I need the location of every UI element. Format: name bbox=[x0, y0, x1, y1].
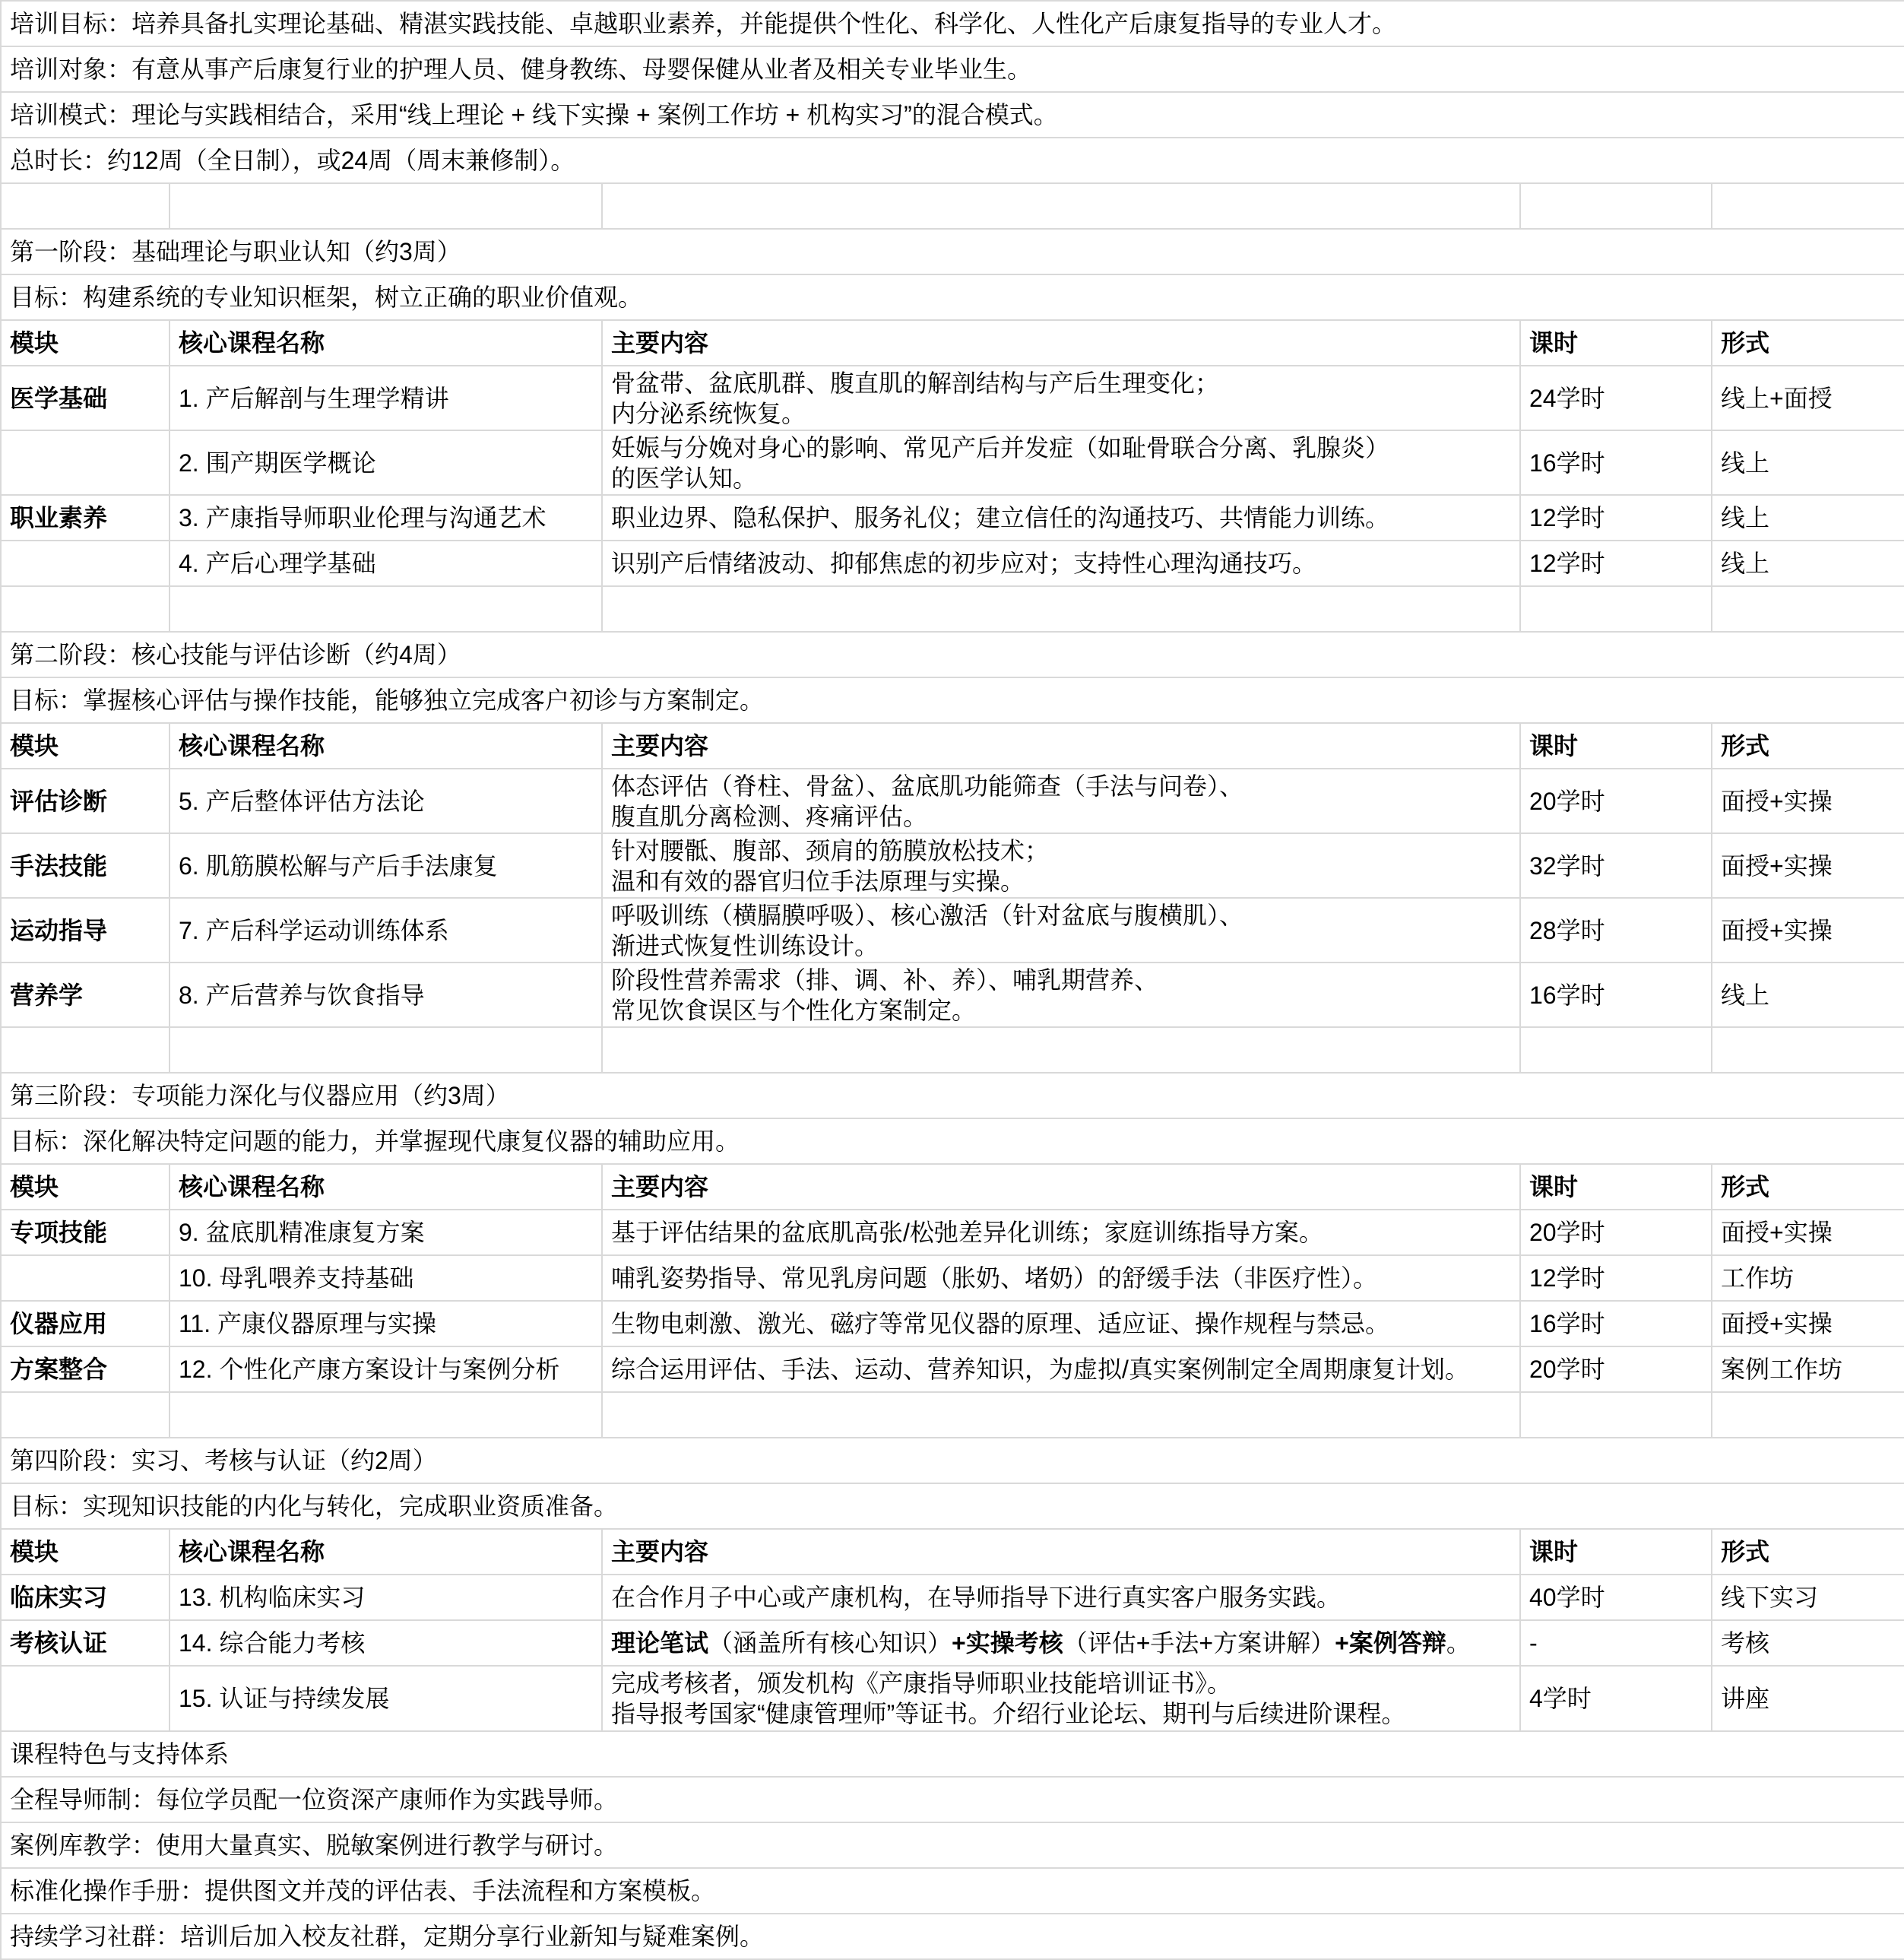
content-line: 常见饮食误区与个性化方案制定。 bbox=[611, 996, 977, 1024]
hours-cell[interactable]: 24学时 bbox=[1520, 366, 1712, 430]
stage-title-cell[interactable]: 第四阶段：实习、考核与认证（约2周） bbox=[1, 1438, 1904, 1483]
content-bold-segment: +实操考核 bbox=[952, 1629, 1063, 1657]
hours-cell[interactable]: 4学时 bbox=[1520, 1666, 1712, 1731]
course-cell[interactable]: 5. 产后整体评估方法论 bbox=[169, 769, 602, 833]
stage-title-row bbox=[1, 632, 1904, 677]
module-cell[interactable]: 临床实习 bbox=[1, 1575, 169, 1620]
table-row bbox=[1, 1301, 1904, 1346]
format-cell[interactable]: 面授+实操 bbox=[1712, 769, 1904, 833]
header-hours-cell[interactable]: 课时 bbox=[1520, 320, 1712, 366]
format-cell[interactable]: 面授+实操 bbox=[1712, 1301, 1904, 1346]
stage-goal-cell[interactable]: 目标：实现知识技能的内化与转化，完成职业资质准备。 bbox=[1, 1483, 1904, 1529]
course-cell[interactable]: 9. 盆底肌精准康复方案 bbox=[169, 1210, 602, 1255]
header-format-cell[interactable]: 形式 bbox=[1712, 1164, 1904, 1210]
table-row bbox=[1, 366, 1904, 430]
module-cell[interactable] bbox=[1, 541, 169, 586]
stage-goal-cell[interactable]: 目标：掌握核心评估与操作技能，能够独立完成客户初诊与方案制定。 bbox=[1, 677, 1904, 723]
format-cell[interactable]: 线下实习 bbox=[1712, 1575, 1904, 1620]
header-hours-cell[interactable]: 课时 bbox=[1520, 723, 1712, 769]
table-header-row bbox=[1, 1164, 1904, 1210]
header-content-cell[interactable]: 主要内容 bbox=[602, 320, 1520, 366]
format-cell[interactable]: 讲座 bbox=[1712, 1666, 1904, 1731]
stage-goal-row bbox=[1, 1483, 1904, 1529]
header-course-cell[interactable]: 核心课程名称 bbox=[169, 320, 602, 366]
empty-cell[interactable] bbox=[1, 1392, 169, 1438]
header-module-cell[interactable]: 模块 bbox=[1, 1529, 169, 1575]
table-row bbox=[1, 898, 1904, 963]
hours-cell[interactable]: 40学时 bbox=[1520, 1575, 1712, 1620]
hours-cell[interactable]: 20学时 bbox=[1520, 1210, 1712, 1255]
course-cell[interactable]: 11. 产康仪器原理与实操 bbox=[169, 1301, 602, 1346]
empty-cell[interactable] bbox=[1520, 183, 1712, 229]
module-cell[interactable] bbox=[1, 1255, 169, 1301]
content-cell[interactable]: 在合作月子中心或产康机构，在导师指导下进行真实客户服务实践。 bbox=[602, 1575, 1520, 1620]
course-cell[interactable]: 7. 产后科学运动训练体系 bbox=[169, 898, 602, 963]
header-module-cell[interactable]: 模块 bbox=[1, 723, 169, 769]
stage-title-row bbox=[1, 229, 1904, 274]
features-row bbox=[1, 1777, 1904, 1822]
table-row bbox=[1, 1210, 1904, 1255]
course-cell[interactable]: 14. 综合能力考核 bbox=[169, 1620, 602, 1666]
format-cell[interactable]: 线上 bbox=[1712, 495, 1904, 541]
empty-cell[interactable] bbox=[169, 183, 602, 229]
content-cell[interactable]: 生物电刺激、激光、磁疗等常见仪器的原理、适应证、操作规程与禁忌。 bbox=[602, 1301, 1520, 1346]
header-format-cell[interactable]: 形式 bbox=[1712, 723, 1904, 769]
module-cell[interactable] bbox=[1, 430, 169, 495]
content-line: 体态评估（脊柱、骨盆）、盆底肌功能筛查（手法与问卷）、 bbox=[611, 772, 1244, 800]
empty-cell[interactable] bbox=[1712, 586, 1904, 632]
course-cell[interactable]: 1. 产后解剖与生理学精讲 bbox=[169, 366, 602, 430]
table-row bbox=[1, 1666, 1904, 1731]
empty-cell[interactable] bbox=[1, 1027, 169, 1073]
empty-cell[interactable] bbox=[169, 586, 602, 632]
table-row bbox=[1, 833, 1904, 898]
content-line: 骨盆带、盆底肌群、腹直肌的解剖结构与产后生理变化； bbox=[611, 369, 1220, 397]
module-cell[interactable]: 营养学 bbox=[1, 963, 169, 1027]
empty-cell[interactable] bbox=[1, 183, 169, 229]
header-hours-cell[interactable]: 课时 bbox=[1520, 1164, 1712, 1210]
hours-cell[interactable]: 12学时 bbox=[1520, 495, 1712, 541]
module-cell[interactable]: 手法技能 bbox=[1, 833, 169, 898]
empty-cell[interactable] bbox=[1520, 1027, 1712, 1073]
table-header-row bbox=[1, 723, 1904, 769]
module-cell[interactable]: 运动指导 bbox=[1, 898, 169, 963]
stage-goal-cell[interactable]: 目标：构建系统的专业知识框架，树立正确的职业价值观。 bbox=[1, 274, 1904, 320]
content-cell[interactable] bbox=[602, 898, 1520, 963]
intro-goal-row bbox=[1, 1, 1904, 46]
stage-title-cell[interactable]: 第三阶段：专项能力深化与仪器应用（约3周） bbox=[1, 1073, 1904, 1118]
feature-cell[interactable]: 案例库教学：使用大量真实、脱敏案例进行教学与研讨。 bbox=[1, 1822, 1904, 1868]
format-cell[interactable]: 线上 bbox=[1712, 430, 1904, 495]
table-row bbox=[1, 541, 1904, 586]
hours-cell[interactable]: 20学时 bbox=[1520, 1346, 1712, 1392]
header-format-cell[interactable]: 形式 bbox=[1712, 320, 1904, 366]
table-row bbox=[1, 1346, 1904, 1392]
content-cell[interactable] bbox=[602, 366, 1520, 430]
empty-cell[interactable] bbox=[1520, 1392, 1712, 1438]
content-cell[interactable]: 职业边界、隐私保护、服务礼仪；建立信任的沟通技巧、共情能力训练。 bbox=[602, 495, 1520, 541]
empty-row bbox=[1, 1392, 1904, 1438]
feature-cell[interactable]: 标准化操作手册：提供图文并茂的评估表、手法流程和方案模板。 bbox=[1, 1868, 1904, 1914]
content-cell[interactable] bbox=[602, 963, 1520, 1027]
header-module-cell[interactable]: 模块 bbox=[1, 1164, 169, 1210]
features-title-cell[interactable]: 课程特色与支持体系 bbox=[1, 1731, 1904, 1777]
stage-goal-row bbox=[1, 1118, 1904, 1164]
empty-cell[interactable] bbox=[602, 183, 1520, 229]
table-row bbox=[1, 1255, 1904, 1301]
content-line: 的医学认知。 bbox=[611, 464, 758, 492]
hours-cell[interactable]: 12学时 bbox=[1520, 541, 1712, 586]
header-hours-cell[interactable]: 课时 bbox=[1520, 1529, 1712, 1575]
module-cell[interactable]: 方案整合 bbox=[1, 1346, 169, 1392]
empty-cell[interactable] bbox=[602, 1027, 1520, 1073]
intro-duration-row bbox=[1, 138, 1904, 183]
header-course-cell[interactable]: 核心课程名称 bbox=[169, 723, 602, 769]
header-format-cell[interactable]: 形式 bbox=[1712, 1529, 1904, 1575]
content-cell[interactable] bbox=[602, 833, 1520, 898]
content-line: 内分泌系统恢复。 bbox=[611, 399, 806, 427]
format-cell[interactable]: 面授+实操 bbox=[1712, 1210, 1904, 1255]
format-cell[interactable]: 面授+实操 bbox=[1712, 833, 1904, 898]
content-line: 妊娠与分娩对身心的影响、常见产后并发症（如耻骨联合分离、乳腺炎） bbox=[611, 433, 1390, 461]
course-cell[interactable]: 2. 围产期医学概论 bbox=[169, 430, 602, 495]
features-row bbox=[1, 1868, 1904, 1914]
content-cell[interactable]: 哺乳姿势指导、常见乳房问题（胀奶、堵奶）的舒缓手法（非医疗性）。 bbox=[602, 1255, 1520, 1301]
content-bold-segment: +案例答辩 bbox=[1335, 1629, 1446, 1657]
table-header-row bbox=[1, 320, 1904, 366]
content-cell[interactable]: 基于评估结果的盆底肌高张/松弛差异化训练；家庭训练指导方案。 bbox=[602, 1210, 1520, 1255]
empty-cell[interactable] bbox=[1712, 1027, 1904, 1073]
header-module-cell[interactable]: 模块 bbox=[1, 320, 169, 366]
hours-cell[interactable]: - bbox=[1520, 1620, 1712, 1666]
hours-cell[interactable]: 16学时 bbox=[1520, 430, 1712, 495]
empty-row bbox=[1, 1027, 1904, 1073]
content-bold-segment: 理论笔试 bbox=[611, 1629, 709, 1657]
intro-goal-cell[interactable]: 培训目标：培养具备扎实理论基础、精湛实践技能、卓越职业素养，并能提供个性化、科学化、人性化产后康复指导的专业人才。 bbox=[1, 1, 1904, 46]
table-row bbox=[1, 963, 1904, 1027]
header-course-cell[interactable]: 核心课程名称 bbox=[169, 1164, 602, 1210]
empty-cell[interactable] bbox=[1, 586, 169, 632]
content-cell[interactable] bbox=[602, 1620, 1520, 1666]
empty-cell[interactable] bbox=[1712, 1392, 1904, 1438]
empty-cell[interactable] bbox=[602, 586, 1520, 632]
content-cell[interactable] bbox=[602, 1666, 1520, 1731]
empty-cell[interactable] bbox=[169, 1392, 602, 1438]
features-row bbox=[1, 1822, 1904, 1868]
empty-cell[interactable] bbox=[602, 1392, 1520, 1438]
content-line: 完成考核者，颁发机构《产康指导师职业技能培训证书》。 bbox=[611, 1670, 1232, 1697]
table-row bbox=[1, 1620, 1904, 1666]
content-segment: （涵盖所有核心知识） bbox=[708, 1629, 952, 1657]
course-cell[interactable]: 15. 认证与持续发展 bbox=[169, 1666, 602, 1731]
content-segment: （评估+手法+方案讲解） bbox=[1063, 1629, 1335, 1657]
stage-title-row bbox=[1, 1073, 1904, 1118]
table-row bbox=[1, 495, 1904, 541]
hours-cell[interactable]: 12学时 bbox=[1520, 1255, 1712, 1301]
table-row bbox=[1, 1575, 1904, 1620]
feature-cell[interactable]: 全程导师制：每位学员配一位资深产康师作为实践导师。 bbox=[1, 1777, 1904, 1822]
module-cell[interactable]: 医学基础 bbox=[1, 366, 169, 430]
empty-row bbox=[1, 183, 1904, 229]
stage-title-row bbox=[1, 1438, 1904, 1483]
content-line: 针对腰骶、腹部、颈肩的筋膜放松技术； bbox=[611, 836, 1050, 864]
content-line: 呼吸训练（横膈膜呼吸）、核心激活（针对盆底与腹横肌）、 bbox=[611, 901, 1244, 929]
table-header-row bbox=[1, 1529, 1904, 1575]
content-line: 腹直肌分离检测、疼痛评估。 bbox=[611, 802, 928, 830]
intro-audience-cell[interactable]: 培训对象：有意从事产后康复行业的护理人员、健身教练、母婴保健从业者及相关专业毕业生。 bbox=[1, 46, 1904, 92]
format-cell[interactable]: 考核 bbox=[1712, 1620, 1904, 1666]
content-cell[interactable] bbox=[602, 769, 1520, 833]
hours-cell[interactable]: 20学时 bbox=[1520, 769, 1712, 833]
content-line: 阶段性营养需求（排、调、补、养）、哺乳期营养、 bbox=[611, 966, 1159, 994]
format-cell[interactable]: 案例工作坊 bbox=[1712, 1346, 1904, 1392]
empty-cell[interactable] bbox=[1520, 586, 1712, 632]
module-cell[interactable]: 评估诊断 bbox=[1, 769, 169, 833]
hours-cell[interactable]: 16学时 bbox=[1520, 1301, 1712, 1346]
module-cell[interactable]: 专项技能 bbox=[1, 1210, 169, 1255]
course-cell[interactable]: 8. 产后营养与饮食指导 bbox=[169, 963, 602, 1027]
format-cell[interactable]: 线上+面授 bbox=[1712, 366, 1904, 430]
header-content-cell[interactable]: 主要内容 bbox=[602, 1529, 1520, 1575]
content-cell[interactable]: 识别产后情绪波动、抑郁焦虑的初步应对；支持性心理沟通技巧。 bbox=[602, 541, 1520, 586]
empty-cell[interactable] bbox=[1712, 183, 1904, 229]
module-cell[interactable]: 考核认证 bbox=[1, 1620, 169, 1666]
intro-mode-cell[interactable]: 培训模式：理论与实践相结合，采用“线上理论 + 线下实操 + 案例工作坊 + 机构实习”的混合模式。 bbox=[1, 92, 1904, 138]
intro-mode-row bbox=[1, 92, 1904, 138]
stage-title-cell[interactable]: 第一阶段：基础理论与职业认知（约3周） bbox=[1, 229, 1904, 274]
content-cell[interactable]: 综合运用评估、手法、运动、营养知识，为虚拟/真实案例制定全周期康复计划。 bbox=[602, 1346, 1520, 1392]
course-cell[interactable]: 12. 个性化产康方案设计与案例分析 bbox=[169, 1346, 602, 1392]
content-line: 温和有效的器官归位手法原理与实操。 bbox=[611, 867, 1025, 895]
header-content-cell[interactable]: 主要内容 bbox=[602, 1164, 1520, 1210]
format-cell[interactable]: 线上 bbox=[1712, 963, 1904, 1027]
features-title-row bbox=[1, 1731, 1904, 1777]
course-cell[interactable]: 4. 产后心理学基础 bbox=[169, 541, 602, 586]
header-content-cell[interactable]: 主要内容 bbox=[602, 723, 1520, 769]
header-course-cell[interactable]: 核心课程名称 bbox=[169, 1529, 602, 1575]
empty-cell[interactable] bbox=[169, 1027, 602, 1073]
hours-cell[interactable]: 32学时 bbox=[1520, 833, 1712, 898]
stage-goal-row bbox=[1, 677, 1904, 723]
course-cell[interactable]: 6. 肌筋膜松解与产后手法康复 bbox=[169, 833, 602, 898]
stage-goal-cell[interactable]: 目标：深化解决特定问题的能力，并掌握现代康复仪器的辅助应用。 bbox=[1, 1118, 1904, 1164]
format-cell[interactable]: 工作坊 bbox=[1712, 1255, 1904, 1301]
course-cell[interactable]: 3. 产康指导师职业伦理与沟通艺术 bbox=[169, 495, 602, 541]
hours-cell[interactable]: 16学时 bbox=[1520, 963, 1712, 1027]
module-cell[interactable]: 仪器应用 bbox=[1, 1301, 169, 1346]
stage-title-cell[interactable]: 第二阶段：核心技能与评估诊断（约4周） bbox=[1, 632, 1904, 677]
stage-goal-row bbox=[1, 274, 1904, 320]
module-cell[interactable] bbox=[1, 1666, 169, 1731]
content-line: 渐进式恢复性训练设计。 bbox=[611, 931, 879, 959]
feature-cell[interactable]: 持续学习社群：培训后加入校友社群，定期分享行业新知与疑难案例。 bbox=[1, 1914, 1904, 1959]
hours-cell[interactable]: 28学时 bbox=[1520, 898, 1712, 963]
table-row bbox=[1, 430, 1904, 495]
features-row bbox=[1, 1914, 1904, 1959]
format-cell[interactable]: 面授+实操 bbox=[1712, 898, 1904, 963]
course-cell[interactable]: 13. 机构临床实习 bbox=[169, 1575, 602, 1620]
table-row bbox=[1, 769, 1904, 833]
content-line: 指导报考国家“健康管理师”等证书。介绍行业论坛、期刊与后续进阶课程。 bbox=[611, 1700, 1406, 1727]
intro-duration-cell[interactable]: 总时长：约12周（全日制），或24周（周末兼修制）。 bbox=[1, 138, 1904, 183]
course-cell[interactable]: 10. 母乳喂养支持基础 bbox=[169, 1255, 602, 1301]
intro-audience-row bbox=[1, 46, 1904, 92]
content-segment: 。 bbox=[1446, 1629, 1471, 1657]
content-cell[interactable] bbox=[602, 430, 1520, 495]
empty-row bbox=[1, 586, 1904, 632]
format-cell[interactable]: 线上 bbox=[1712, 541, 1904, 586]
module-cell[interactable]: 职业素养 bbox=[1, 495, 169, 541]
